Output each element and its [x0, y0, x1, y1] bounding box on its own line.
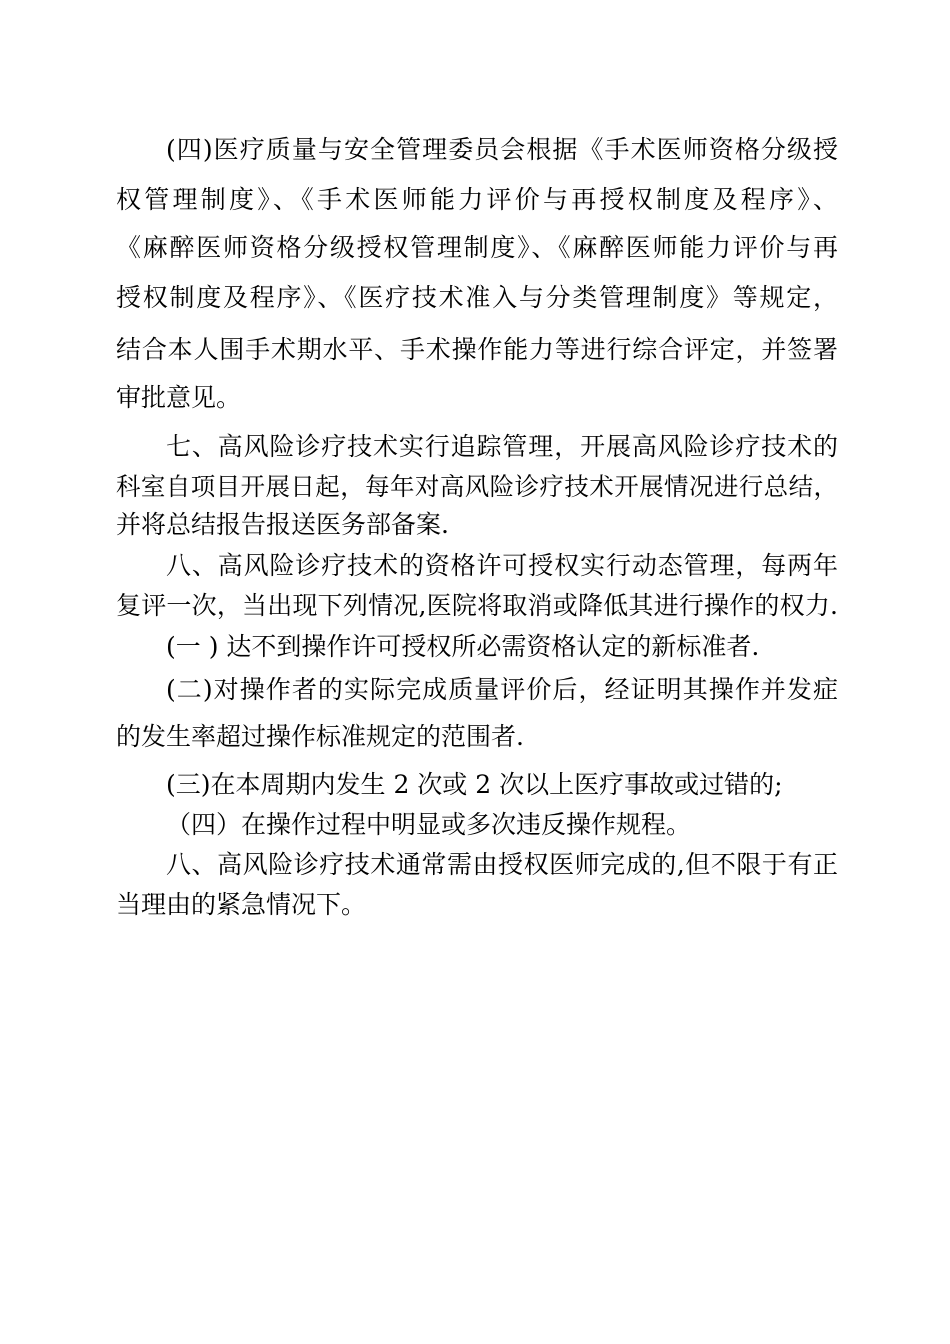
- paragraph-1-line-1: (四)医疗质量与安全管理委员会根据《手术医师资格分级授: [166, 135, 838, 164]
- paragraph-1-line-2: 权管理制度》、《手术医师能力评价与再授权制度及程序》、: [116, 185, 838, 214]
- paragraph-3-line-2: 复评一次，当出现下列情况,医院将取消或降低其进行操作的权力.: [116, 591, 838, 620]
- paragraph-1-line-3: 《麻醉医师资格分级授权管理制度》、《麻醉医师能力评价与再: [116, 233, 838, 262]
- paragraph-2-line-2: 科室自项目开展日起，每年对高风险诊疗技术开展情况进行总结，: [116, 472, 838, 501]
- paragraph-5-line-1: (二)对操作者的实际完成质量评价后，经证明其操作并发症: [166, 675, 838, 704]
- paragraph-2-line-1: 七、高风险诊疗技术实行追踪管理，开展高风险诊疗技术的: [166, 432, 838, 461]
- paragraph-5-line-2: 的发生率超过操作标准规定的范围者.: [116, 722, 524, 751]
- paragraph-2-line-3: 并将总结报告报送医务部备案.: [116, 510, 449, 539]
- paragraph-1-line-5: 结合本人围手术期水平、手术操作能力等进行综合评定，并签署: [116, 335, 838, 364]
- paragraph-1-line-6: 审批意见。: [116, 383, 242, 412]
- paragraph-1-line-4: 授权制度及程序》、《医疗技术准入与分类管理制度》等规定，: [116, 283, 838, 312]
- paragraph-3-line-1: 八、高风险诊疗技术的资格许可授权实行动态管理，每两年: [166, 551, 838, 580]
- paragraph-4-line-1: (一 ) 达不到操作许可授权所必需资格认定的新标准者.: [166, 632, 760, 661]
- paragraph-6-line-1: (三)在本周期内发生 2 次或 2 次以上医疗事故或过错的;: [166, 770, 783, 799]
- paragraph-8-line-2: 当理由的紧急情况下。: [116, 890, 367, 919]
- paragraph-7-line-1: （四）在操作过程中明显或多次违反操作规程。: [166, 810, 692, 839]
- paragraph-8-line-1: 八、高风险诊疗技术通常需由授权医师完成的,但不限于有正: [166, 850, 838, 879]
